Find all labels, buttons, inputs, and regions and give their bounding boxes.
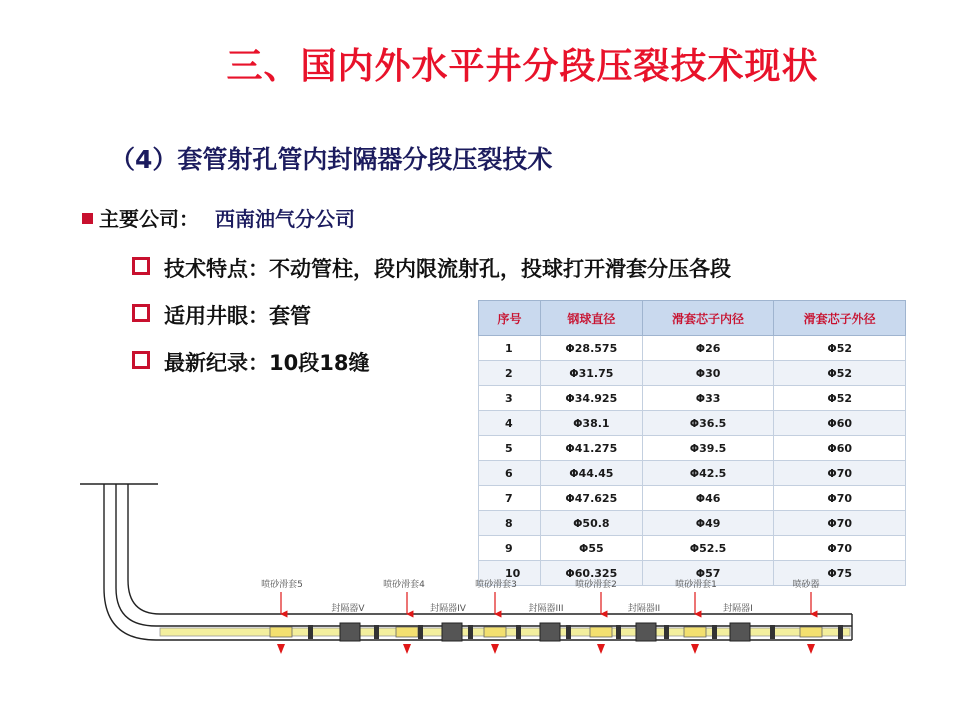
cell: 8 [479,511,541,536]
col-header-ball-diameter: 钢球直径 [540,301,642,336]
bullet-latest-record [132,347,369,377]
cell: Φ52 [774,386,906,411]
cell: 7 [479,486,541,511]
cell: Φ47.625 [540,486,642,511]
bullet-applicable-wellbore [132,300,311,330]
cell: Φ39.5 [642,436,774,461]
cell: Φ55 [540,536,642,561]
cell: Φ60 [774,411,906,436]
section-subtitle: （4）套管射孔管内封隔器分段压裂技术 [110,145,553,174]
cell: Φ46 [642,486,774,511]
cell: Φ57 [642,561,774,586]
sleeve-label-2: 喷砂滑套2 [575,580,617,590]
packer-label-5: 封隔器V [331,604,365,614]
sleeve-label-4: 喷砂滑套4 [383,580,425,590]
cell: Φ41.275 [540,436,642,461]
cell: Φ52.5 [642,536,774,561]
table-row [479,436,906,461]
table-row [479,361,906,386]
cell: 3 [479,386,541,411]
col-header-index: 序号 [479,301,541,336]
hollow-square-bullet-icon [132,351,150,369]
cell: Φ36.5 [642,411,774,436]
cell: Φ26 [642,336,774,361]
cell: Φ42.5 [642,461,774,486]
cell: Φ60 [774,436,906,461]
cell: Φ44.45 [540,461,642,486]
cell: 6 [479,461,541,486]
bullet-tech-features [132,253,731,283]
company-label: 主要公司： [99,207,199,231]
cell: 4 [479,411,541,436]
cell: 10 [479,561,541,586]
packer-label-3: 封隔器III [528,604,564,614]
col-header-sleeve-inner: 滑套芯子内径 [642,301,774,336]
slide-title: 三、国内外水平井分段压裂技术现状 [226,46,819,87]
cell: Φ49 [642,511,774,536]
sleeve-label-sprayer: 喷砂器 [792,580,820,590]
cell: Φ33 [642,386,774,411]
cell: Φ70 [774,511,906,536]
well-completion-diagram [0,470,960,670]
cell: Φ28.575 [540,336,642,361]
sleeve-label-1: 喷砂滑套1 [675,580,717,590]
hollow-square-bullet-icon [132,257,150,275]
cell: Φ70 [774,461,906,486]
cell: Φ60.325 [540,561,642,586]
sleeve-label-5: 喷砂滑套5 [261,580,303,590]
cell: 5 [479,436,541,461]
cell: 9 [479,536,541,561]
cell: Φ50.8 [540,511,642,536]
cell: 1 [479,336,541,361]
company-line [82,203,355,232]
table-row [479,386,906,411]
cell: Φ38.1 [540,411,642,436]
sleeve-label-3: 喷砂滑套3 [475,580,517,590]
cell: Φ31.75 [540,361,642,386]
cell: Φ70 [774,486,906,511]
table-row [479,336,906,361]
cell: Φ34.925 [540,386,642,411]
cell: Φ30 [642,361,774,386]
packer-label-2: 封隔器II [627,604,661,614]
cell: Φ52 [774,336,906,361]
packer-label-1: 封隔器I [723,604,753,614]
bullet-text: 适用井眼：套管 [164,304,311,328]
bottom-arrows [277,644,815,654]
table-header-row [479,301,906,336]
bullet-text: 最新纪录：10段18缝 [164,351,370,375]
col-header-sleeve-outer: 滑套芯子外径 [774,301,906,336]
company-value: 西南油气分公司 [215,207,355,231]
cell: 2 [479,361,541,386]
hollow-square-bullet-icon [132,304,150,322]
casing-outline [80,484,852,640]
cell: Φ75 [774,561,906,586]
bullet-text: 技术特点：不动管柱，段内限流射孔，投球打开滑套分压各段 [164,257,731,281]
table-row [479,411,906,436]
cell: Φ70 [774,536,906,561]
square-bullet-icon [82,213,93,224]
packer-label-4: 封隔器IV [430,604,466,614]
cell: Φ52 [774,361,906,386]
